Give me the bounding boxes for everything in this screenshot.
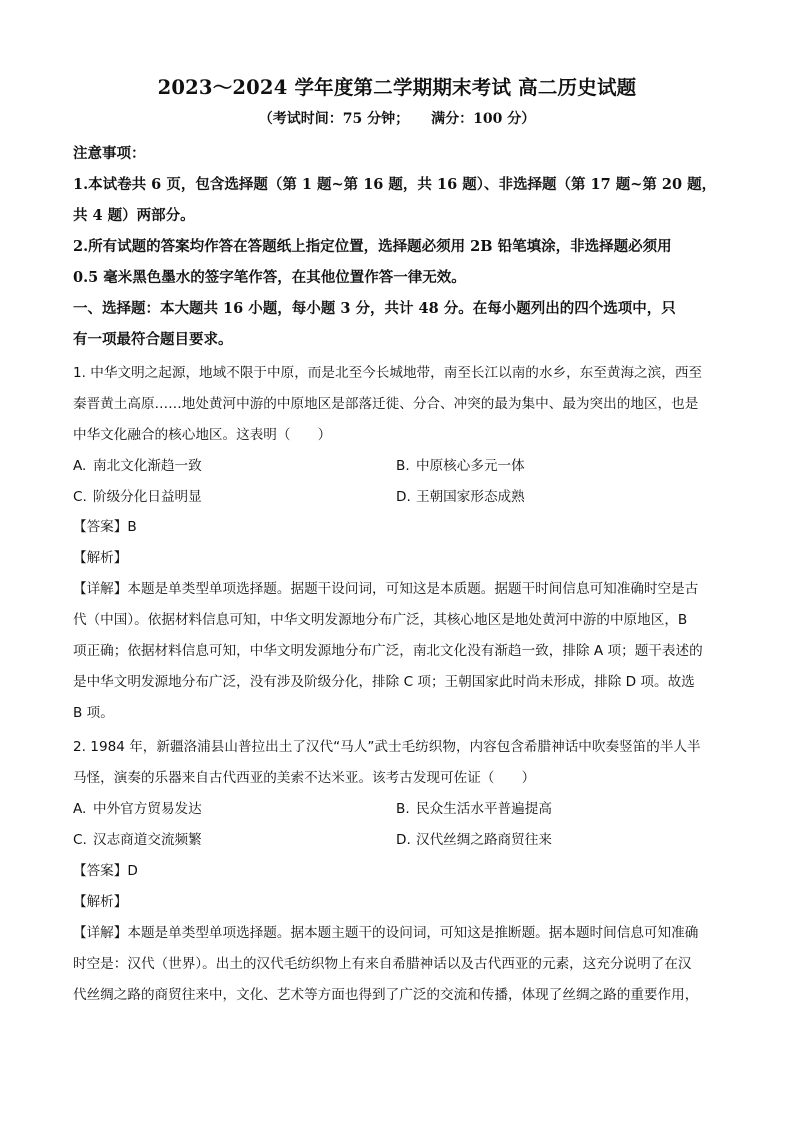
page-title: 2023～2024 学年度第二学期期末考试 高二历史试题: [157, 76, 637, 99]
q1-detail-line-5: B 项。: [73, 705, 114, 721]
notice-item-1-line-2: 共 4 题）两部分。: [73, 207, 195, 224]
exam-info: [0, 108, 794, 128]
q2-option-d: D. 汉代丝绸之路商贸往来: [396, 832, 552, 848]
q1-stem-line-2: 秦晋黄土高原……地处黄河中游的中原地区是部落迁徙、分合、冲突的最为集中、最为突出的地区，也是: [73, 396, 699, 412]
q2-stem-line-1: 2. 1984 年，新疆洛浦县山普拉出土了汉代“马人”武士毛纺织物，内容包含希腊神话中吹奏竖笛的半人半: [73, 739, 701, 755]
exam-score: 满分：100 分）: [431, 111, 536, 127]
q2-detail-line-3: 代丝绸之路的商贸往来中，文化、艺术等方面也得到了广泛的交流和传播，体现了丝绸之路的重要作用，: [73, 987, 699, 1003]
q2-detail-line-2: 时空是：汉代（世界）。出土的汉代毛纺织物上有来自希腊神话以及古代西亚的元素，这充分说明了在汉: [73, 956, 692, 972]
q2-option-c: C. 汉志商道交流频繁: [73, 832, 202, 848]
q1-stem-line-1: 1. 中华文明之起源，地域不限于中原，而是北至今长城地带，南至长江以南的水乡，东至黄海之滨，西至: [73, 365, 703, 381]
q1-option-c: C. 阶级分化日益明显: [73, 489, 202, 505]
q1-detail-line-1: 【详解】本题是单类型单项选择题。据题干设问词，可知这是本质题。据题干时间信息可知准确时空是古: [73, 581, 699, 597]
notice-item-2-line-1: 2.所有试题的答案均作答在答题纸上指定位置，选择题必须用 2B 铅笔填涂，非选择题必须用: [73, 238, 672, 255]
q1-answer: 【答案】B: [73, 519, 137, 535]
q1-detail-line-4: 是中华文明发源地分布广泛，没有涉及阶级分化，排除 C 项；王朝国家此时尚未形成，排除 D 项。故选: [73, 674, 695, 690]
notice-heading: 注意事项：: [73, 145, 146, 162]
q1-analysis-heading: 【解析】: [73, 550, 128, 566]
notice-item-2-line-2: 0.5 毫米黑色墨水的签字笔作答，在其他位置作答一律无效。: [73, 269, 466, 286]
section-heading-line-2: 有一项最符合题目要求。: [73, 331, 233, 348]
q1-option-a: A. 南北文化渐趋一致: [73, 458, 202, 474]
q2-detail-line-1: 【详解】本题是单类型单项选择题。据本题主题干的设问词，可知这是推断题。据本题时间信息可知准确: [73, 925, 699, 941]
q1-stem-line-3: 中华文化融合的核心地区。这表明（ ）: [73, 427, 332, 443]
q2-analysis-heading: 【解析】: [73, 894, 128, 910]
exam-time: （考试时间：75 分钟；: [258, 111, 410, 127]
q2-stem-line-2: 马怪，演奏的乐器来自古代西亚的美索不达米亚。该考古发现可佐证（ ）: [73, 770, 536, 786]
q2-answer: 【答案】D: [73, 863, 138, 879]
q1-option-d: D. 王朝国家形态成熟: [396, 489, 525, 505]
q1-option-b: B. 中原核心多元一体: [396, 458, 525, 474]
q2-option-a: A. 中外官方贸易发达: [73, 801, 202, 817]
section-heading-line-1: 一、选择题：本大题共 16 小题，每小题 3 分，共计 48 分。在每小题列出的四个选项中，只: [73, 300, 676, 317]
q1-detail-line-3: 项正确；依据材料信息可知，中华文明发源地分布广泛，南北文化没有渐趋一致，排除 A 项；题干表述的: [73, 643, 703, 659]
q1-detail-line-2: 代（中国）。依据材料信息可知，中华文明发源地分布广泛，其核心地区是地处黄河中游的中原地区，B: [73, 612, 688, 628]
q2-option-b: B. 民众生活水平普遍提高: [396, 801, 552, 817]
notice-item-1-line-1: 1.本试卷共 6 页，包含选择题（第 1 题~第 16 题，共 16 题）、非选择题（第 17 题~第 20 题，: [73, 176, 717, 193]
